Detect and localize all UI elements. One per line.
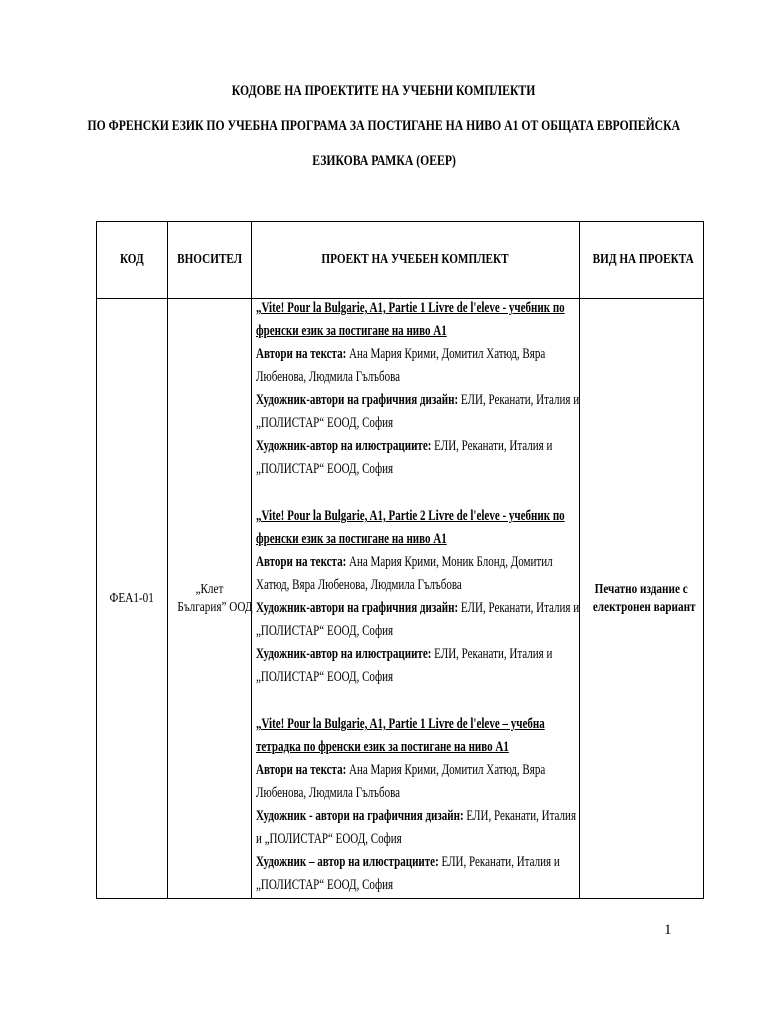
project-2-illus-line-1: Художник-автор на илюстрациите: ЕЛИ, Реканати, Италия и <box>256 646 553 662</box>
project-2-design-line-1: Художник-автори на графичния дизайн: ЕЛИ, Реканати, Италия и <box>256 600 580 616</box>
project-1-illus-line-1: Художник-автор на илюстрациите: ЕЛИ, Реканати, Италия и <box>256 438 553 454</box>
table-row <box>97 299 704 899</box>
type-cell: Печатно издание с електронен вариант <box>580 299 704 899</box>
page-number: 1 <box>664 922 672 938</box>
project-3-illus-line-1: Художник – автор на илюстрациите: ЕЛИ, Реканати, Италия и <box>256 854 560 870</box>
code-cell: ФЕА1-01 <box>97 299 168 899</box>
project-3-design-line-1: Художник - автори на графичния дизайн: ЕЛИ, Реканати, Италия <box>256 808 577 824</box>
document-title-line-2: ПО ФРЕНСКИ ЕЗИК ПО УЧЕБНА ПРОГРАМА ЗА ПОСТИГАНЕ НА НИВО А1 ОТ ОБЩАТА ЕВРОПЕЙСКА <box>87 118 681 134</box>
project-3-title-line-1: „Vite! Pour la Bulgarie, A1, Partie 1 Livre de l'eleve – учебна <box>256 716 545 732</box>
project-2-authors-line-1: Автори на текста: Ана Мария Крими, Моник Блонд, Домитил <box>256 554 553 570</box>
project-1-title-line-2: френски език за постигане на ниво А1 <box>256 323 447 339</box>
project-2-authors-line-2: Хатюд, Вяра Любенова, Людмила Гълъбова <box>256 577 462 593</box>
header-type: ВИД НА ПРОЕКТА <box>580 222 704 299</box>
project-cell <box>252 299 580 899</box>
project-3-authors-line-2: Любенова, Людмила Гълъбова <box>256 785 401 801</box>
project-3-title-line-2: тетрадка по френски език за постигане на ниво А1 <box>256 739 509 755</box>
project-3-illus-line-2: „ПОЛИСТАР“ ЕООД, София <box>256 877 394 893</box>
project-1-title-line-1: „Vite! Pour la Bulgarie, A1, Partie 1 Livre de l'eleve - учебник по <box>256 300 565 316</box>
project-1-authors-line-2: Любенова, Людмила Гълъбова <box>256 369 401 385</box>
project-3-authors-line-1: Автори на текста: Ана Мария Крими, Домитил Хатюд, Вяра <box>256 762 546 778</box>
project-3-design-line-2: и „ПОЛИСТАР“ ЕООД, София <box>256 831 402 847</box>
project-1-design-line-2: „ПОЛИСТАР“ ЕООД, София <box>256 415 394 431</box>
table-header-row <box>97 222 704 299</box>
projects-table <box>96 221 704 899</box>
project-1-authors-line-1: Автори на текста: Ана Мария Крими, Домитил Хатюд, Вяра <box>256 346 546 362</box>
header-project: ПРОЕКТ НА УЧЕБЕН КОМПЛЕКТ <box>252 222 580 299</box>
publisher-cell: „Клет България” ООД <box>168 299 252 899</box>
project-1-design-line-1: Художник-автори на графичния дизайн: ЕЛИ, Реканати, Италия и <box>256 392 580 408</box>
project-2-design-line-2: „ПОЛИСТАР“ ЕООД, София <box>256 623 394 639</box>
document-title-line-3: ЕЗИКОВА РАМКА (ОЕЕР) <box>312 153 456 169</box>
header-code: КОД <box>97 222 168 299</box>
document-title-line-1: КОДОВЕ НА ПРОЕКТИТЕ НА УЧЕБНИ КОМПЛЕКТИ <box>232 83 536 99</box>
project-2-title-line-1: „Vite! Pour la Bulgarie, A1, Partie 2 Livre de l'eleve - учебник по <box>256 508 565 524</box>
project-2-illus-line-2: „ПОЛИСТАР“ ЕООД, София <box>256 669 394 685</box>
project-2-title-line-2: френски език за постигане на ниво А1 <box>256 531 447 547</box>
header-publisher: ВНОСИТЕЛ <box>168 222 252 299</box>
project-1-illus-line-2: „ПОЛИСТАР“ ЕООД, София <box>256 461 394 477</box>
